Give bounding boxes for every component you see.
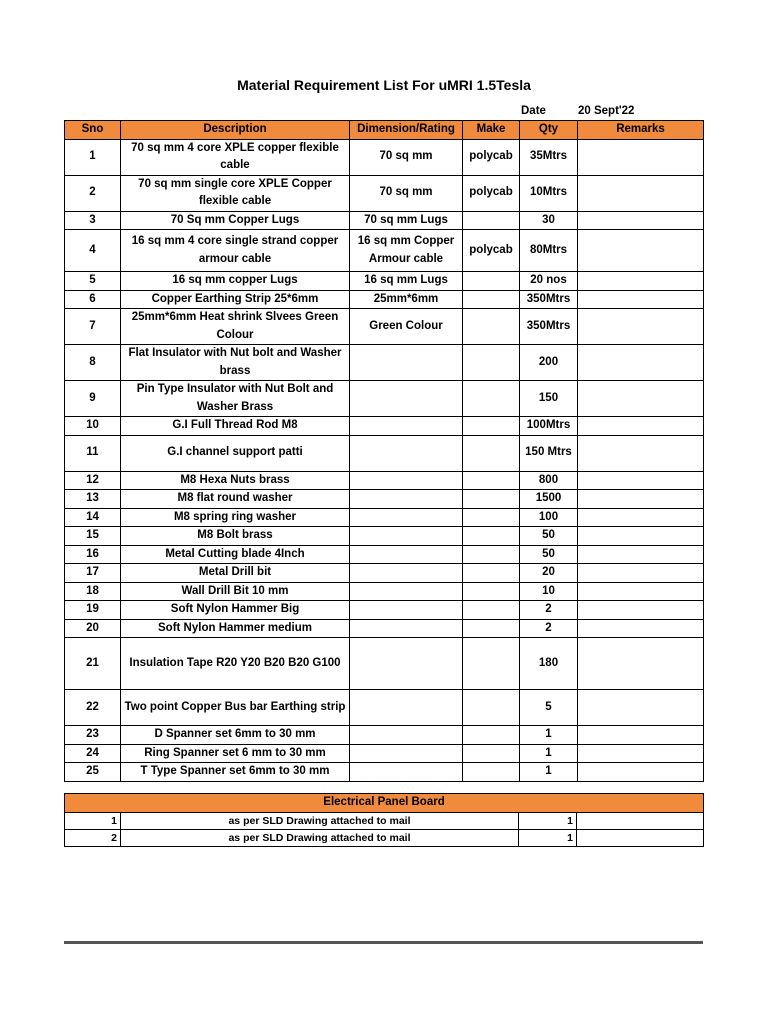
header-description: Description (121, 121, 350, 140)
cell-remarks (578, 545, 704, 564)
cell-dimension: 70 sq mm (350, 175, 463, 211)
cell-description: 16 sq mm 4 core single strand copper armour cable (121, 230, 350, 272)
cell-sno: 21 (65, 638, 121, 690)
cell-sno: 19 (65, 601, 121, 620)
header-qty: Qty (520, 121, 578, 140)
table-row (65, 601, 704, 620)
cell-qty: 50 (520, 545, 578, 564)
table-row (65, 309, 704, 345)
cell-sno: 4 (65, 230, 121, 272)
cell-make (463, 619, 520, 638)
cell-description: Metal Cutting blade 4Inch (121, 545, 350, 564)
cell-sno: 2 (65, 175, 121, 211)
cell-description: 70 sq mm 4 core XPLE copper flexible cable (121, 139, 350, 175)
cell-dimension: 16 sq mm Lugs (350, 272, 463, 291)
cell-make (463, 417, 520, 436)
cell-make (463, 272, 520, 291)
table-row (65, 381, 704, 417)
panel-row (65, 812, 704, 829)
table-header-row (65, 121, 704, 140)
cell-dimension (350, 345, 463, 381)
cell-dimension (350, 601, 463, 620)
cell-make (463, 345, 520, 381)
cell-dimension (350, 638, 463, 690)
cell-dimension (350, 471, 463, 490)
cell-sno: 18 (65, 582, 121, 601)
cell-description: 70 sq mm single core XPLE Copper flexible cable (121, 175, 350, 211)
cell-remarks (578, 345, 704, 381)
cell-make (463, 744, 520, 763)
cell-qty: 50 (520, 527, 578, 546)
cell-remarks (578, 417, 704, 436)
cell-make (463, 527, 520, 546)
cell-remarks (578, 763, 704, 782)
cell-qty: 180 (520, 638, 578, 690)
cell-qty: 1 (520, 744, 578, 763)
cell-qty: 1 (520, 726, 578, 745)
cell-make: polycab (463, 139, 520, 175)
cell-qty: 150 Mtrs (520, 435, 578, 471)
table-row (65, 417, 704, 436)
cell-dimension: 16 sq mm Copper Armour cable (350, 230, 463, 272)
cell-description: Pin Type Insulator with Nut Bolt and Washer Brass (121, 381, 350, 417)
header-make: Make (463, 121, 520, 140)
bottom-divider (64, 941, 703, 944)
cell-description: Flat Insulator with Nut bolt and Washer brass (121, 345, 350, 381)
cell-description: Metal Drill bit (121, 564, 350, 583)
cell-dimension (350, 527, 463, 546)
cell-remarks (578, 744, 704, 763)
cell-sno: 10 (65, 417, 121, 436)
page-title: Material Requirement List For uMRI 1.5Tesla (237, 77, 531, 93)
cell-dimension (350, 545, 463, 564)
cell-remarks (578, 601, 704, 620)
cell-dimension (350, 508, 463, 527)
cell-dimension (350, 417, 463, 436)
cell-remarks (578, 726, 704, 745)
material-table-body (65, 139, 704, 781)
cell-qty: 30 (520, 211, 578, 230)
cell-make (463, 471, 520, 490)
date-value: 20 Sept'22 (578, 105, 635, 117)
cell-qty: 1 (520, 763, 578, 782)
table-row (65, 230, 704, 272)
cell-remarks (578, 471, 704, 490)
cell-qty: 100Mtrs (520, 417, 578, 436)
cell-dimension (350, 619, 463, 638)
cell-dimension (350, 690, 463, 726)
cell-description: Wall Drill Bit 10 mm (121, 582, 350, 601)
cell-sno: 6 (65, 290, 121, 309)
cell-description: M8 flat round washer (121, 490, 350, 509)
cell-make (463, 726, 520, 745)
cell-qty: 20 nos (520, 272, 578, 291)
cell-qty: 10 (520, 582, 578, 601)
cell-dimension: 70 sq mm (350, 139, 463, 175)
cell-sno: 12 (65, 471, 121, 490)
cell-dimension (350, 763, 463, 782)
table-row (65, 139, 704, 175)
cell-dimension (350, 726, 463, 745)
panel-cell-remarks (577, 812, 704, 829)
cell-qty: 100 (520, 508, 578, 527)
cell-make (463, 309, 520, 345)
cell-qty: 20 (520, 564, 578, 583)
table-row (65, 744, 704, 763)
cell-remarks (578, 272, 704, 291)
cell-sno: 20 (65, 619, 121, 638)
cell-sno: 17 (65, 564, 121, 583)
cell-dimension: 25mm*6mm (350, 290, 463, 309)
panel-header-row (65, 794, 704, 813)
cell-dimension: Green Colour (350, 309, 463, 345)
cell-make (463, 508, 520, 527)
cell-remarks (578, 381, 704, 417)
date-label: Date (521, 105, 546, 117)
cell-make (463, 381, 520, 417)
material-table (64, 120, 704, 782)
cell-make (463, 545, 520, 564)
table-row (65, 763, 704, 782)
cell-sno: 23 (65, 726, 121, 745)
panel-cell-qty: 1 (519, 812, 577, 829)
cell-qty: 80Mtrs (520, 230, 578, 272)
cell-dimension (350, 582, 463, 601)
cell-qty: 2 (520, 601, 578, 620)
cell-remarks (578, 139, 704, 175)
cell-description: G.I Full Thread Rod M8 (121, 417, 350, 436)
table-row (65, 582, 704, 601)
cell-make (463, 601, 520, 620)
cell-sno: 9 (65, 381, 121, 417)
cell-make (463, 435, 520, 471)
cell-make (463, 290, 520, 309)
cell-description: 16 sq mm copper Lugs (121, 272, 350, 291)
table-row (65, 345, 704, 381)
cell-sno: 24 (65, 744, 121, 763)
cell-qty: 200 (520, 345, 578, 381)
header-dimension: Dimension/Rating (350, 121, 463, 140)
cell-remarks (578, 582, 704, 601)
cell-dimension (350, 435, 463, 471)
cell-sno: 14 (65, 508, 121, 527)
cell-remarks (578, 527, 704, 546)
cell-description: 25mm*6mm Heat shrink Slvees Green Colour (121, 309, 350, 345)
table-row (65, 211, 704, 230)
cell-remarks (578, 435, 704, 471)
panel-cell-qty: 1 (519, 829, 577, 846)
cell-dimension: 70 sq mm Lugs (350, 211, 463, 230)
cell-dimension (350, 381, 463, 417)
table-row (65, 290, 704, 309)
table-row (65, 471, 704, 490)
cell-description: M8 Bolt brass (121, 527, 350, 546)
table-row (65, 490, 704, 509)
table-row (65, 726, 704, 745)
panel-cell-remarks (577, 829, 704, 846)
cell-description: Soft Nylon Hammer Big (121, 601, 350, 620)
cell-description: D Spanner set 6mm to 30 mm (121, 726, 350, 745)
table-row (65, 508, 704, 527)
cell-description: Copper Earthing Strip 25*6mm (121, 290, 350, 309)
cell-qty: 1500 (520, 490, 578, 509)
cell-description: Two point Copper Bus bar Earthing strip (121, 690, 350, 726)
cell-remarks (578, 490, 704, 509)
cell-make (463, 211, 520, 230)
cell-description: M8 spring ring washer (121, 508, 350, 527)
cell-remarks (578, 690, 704, 726)
cell-make (463, 763, 520, 782)
cell-remarks (578, 564, 704, 583)
cell-sno: 11 (65, 435, 121, 471)
cell-sno: 1 (65, 139, 121, 175)
cell-remarks (578, 619, 704, 638)
table-row (65, 435, 704, 471)
cell-qty: 2 (520, 619, 578, 638)
cell-dimension (350, 744, 463, 763)
panel-title: Electrical Panel Board (65, 794, 704, 813)
cell-remarks (578, 230, 704, 272)
header-sno: Sno (65, 121, 121, 140)
table-row (65, 619, 704, 638)
cell-qty: 5 (520, 690, 578, 726)
table-row (65, 564, 704, 583)
table-row (65, 527, 704, 546)
cell-remarks (578, 211, 704, 230)
cell-qty: 35Mtrs (520, 139, 578, 175)
panel-board-table (64, 793, 704, 847)
cell-qty: 10Mtrs (520, 175, 578, 211)
cell-qty: 350Mtrs (520, 290, 578, 309)
cell-qty: 800 (520, 471, 578, 490)
table-row (65, 545, 704, 564)
cell-sno: 13 (65, 490, 121, 509)
cell-sno: 3 (65, 211, 121, 230)
cell-make (463, 638, 520, 690)
cell-make: polycab (463, 230, 520, 272)
panel-row (65, 829, 704, 846)
cell-description: Ring Spanner set 6 mm to 30 mm (121, 744, 350, 763)
cell-dimension (350, 490, 463, 509)
cell-sno: 22 (65, 690, 121, 726)
cell-remarks (578, 508, 704, 527)
cell-description: Soft Nylon Hammer medium (121, 619, 350, 638)
cell-sno: 15 (65, 527, 121, 546)
cell-remarks (578, 290, 704, 309)
cell-make (463, 490, 520, 509)
panel-cell-description: as per SLD Drawing attached to mail (121, 829, 519, 846)
cell-qty: 350Mtrs (520, 309, 578, 345)
cell-sno: 5 (65, 272, 121, 291)
cell-qty: 150 (520, 381, 578, 417)
cell-description: T Type Spanner set 6mm to 30 mm (121, 763, 350, 782)
cell-remarks (578, 175, 704, 211)
panel-cell-description: as per SLD Drawing attached to mail (121, 812, 519, 829)
cell-sno: 7 (65, 309, 121, 345)
cell-sno: 16 (65, 545, 121, 564)
cell-make (463, 564, 520, 583)
panel-cell-sno: 1 (65, 812, 121, 829)
cell-remarks (578, 309, 704, 345)
table-row (65, 272, 704, 291)
cell-make: polycab (463, 175, 520, 211)
cell-description: M8 Hexa Nuts brass (121, 471, 350, 490)
cell-make (463, 690, 520, 726)
cell-remarks (578, 638, 704, 690)
panel-cell-sno: 2 (65, 829, 121, 846)
cell-dimension (350, 564, 463, 583)
cell-sno: 8 (65, 345, 121, 381)
table-row (65, 690, 704, 726)
cell-description: Insulation Tape R20 Y20 B20 B20 G100 (121, 638, 350, 690)
cell-description: 70 Sq mm Copper Lugs (121, 211, 350, 230)
header-remarks: Remarks (578, 121, 704, 140)
table-row (65, 175, 704, 211)
cell-sno: 25 (65, 763, 121, 782)
cell-make (463, 582, 520, 601)
cell-description: G.I channel support patti (121, 435, 350, 471)
table-row (65, 638, 704, 690)
panel-table-body (65, 812, 704, 846)
